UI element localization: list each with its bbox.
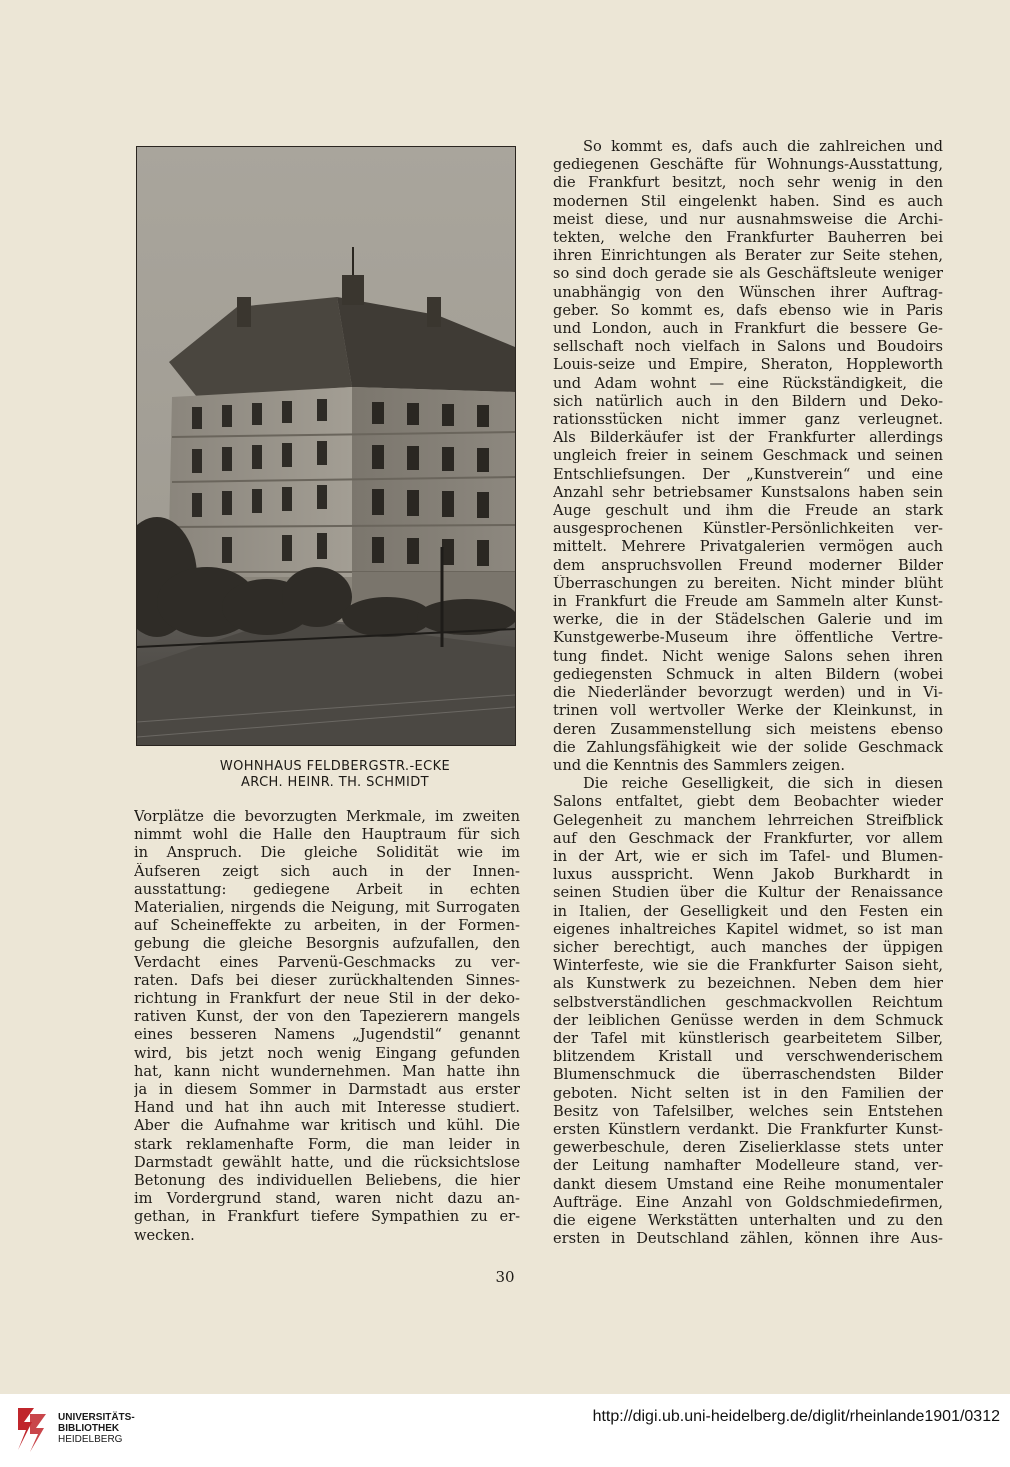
- text-line: werke, die in der Städelschen Galerie und im: [553, 611, 943, 629]
- text-line: gediegensten Schmuck in alten Bildern (wobei: [553, 665, 943, 683]
- text-line: Louis-seize und Empire, Sheraton, Hoppleworth: [553, 356, 943, 374]
- text-line: meist diese, und nur ausnahmsweise die Archi-: [553, 210, 943, 228]
- text-line: Winterfeste, wie sie die Frankfurter Saison sieht,: [553, 957, 943, 975]
- text-line: raten. Dafs bei dieser zurückhaltenden Sinnes-: [134, 971, 520, 989]
- text-line: modernen Stil eingelenkt haben. Sind es auch: [553, 192, 943, 210]
- building-photograph-drawing: [137, 147, 515, 745]
- text-line: luxus ausspricht. Wenn Jakob Burkhardt in: [553, 866, 943, 884]
- text-line: richtung in Frankfurt der neue Stil in der deko-: [134, 990, 520, 1008]
- figure-caption: [150, 759, 520, 791]
- text-line: mittelt. Mehrere Privatgalerien vermögen auch: [553, 538, 943, 556]
- ub-heidelberg-logo-icon[interactable]: [12, 1404, 52, 1454]
- text-line: stark reklamenhafte Form, die man leider in: [134, 1135, 520, 1153]
- text-line: geboten. Nicht selten ist in den Familien der: [553, 1084, 943, 1102]
- left-text-column: [134, 808, 520, 1245]
- library-name-line: BIBLIOTHEK: [58, 1423, 120, 1434]
- text-line: sich natürlich auch in den Bildern und Deko-: [553, 392, 943, 410]
- text-line: gebung die gleiche Besorgnis aufzufallen, den: [134, 935, 520, 953]
- building-photograph: [136, 146, 516, 746]
- text-line: Materialien, nirgends die Neigung, mit Surrogaten: [134, 899, 520, 917]
- text-line: tekten, welche den Frankfurter Bauherren bei: [553, 229, 943, 247]
- text-line: Anzahl sehr betriebsamer Kunstsalons haben sein: [553, 483, 943, 501]
- text-line: gethan, in Frankfurt tiefere Sympathien zu er-: [134, 1208, 520, 1226]
- text-line: Die reiche Geselligkeit, die sich in diesen: [583, 775, 943, 793]
- text-line: der Leitung namhafter Modelleure stand, ver-: [553, 1157, 943, 1175]
- source-url-link[interactable]: http://digi.ub.uni-heidelberg.de/diglit/rheinlande1901/0312: [592, 1408, 1000, 1425]
- text-line: ersten in Deutschland zählen, können ihre Aus-: [553, 1230, 943, 1248]
- text-line: eigenes inhaltreiches Kapitel widmet, so ist man: [553, 920, 943, 938]
- text-line: ja in diesem Sommer in Darmstadt aus erster: [134, 1081, 520, 1099]
- footer-bar: [0, 1394, 1010, 1467]
- text-line: und Adam wohnt — eine Rückständigkeit, die: [553, 374, 943, 392]
- text-line: seinen Studien über die Kultur der Renaissance: [553, 884, 943, 902]
- text-line: in Frankfurt die Freude am Sammeln alter Kunst-: [553, 593, 943, 611]
- text-line: der Tafel mit künstlerisch gearbeitetem Silber,: [553, 1029, 943, 1047]
- text-line: tung findet. Nicht wenige Salons sehen ihren: [553, 647, 943, 665]
- text-line: in der Art, wie er sich im Tafel- und Blumen-: [553, 847, 943, 865]
- text-line: selbstverständlichen geschmackvollen Reichtum: [553, 993, 943, 1011]
- text-line: die Niederländer bevorzugt werden) und in Vi-: [553, 684, 943, 702]
- text-line: unabhängig von den Wünschen ihrer Auftrag-: [553, 283, 943, 301]
- text-line: auf Scheineffekte zu arbeiten, in der Formen-: [134, 917, 520, 935]
- text-line: hat, kann nicht wundernehmen. Man hatte ihn: [134, 1062, 520, 1080]
- text-line: Aber die Aufnahme war kritisch und kühl. Die: [134, 1117, 520, 1135]
- text-line: Überraschungen zu bereiten. Nicht minder blüht: [553, 574, 943, 592]
- text-line: Gelegenheit zu manchem lehrreichen Streifblick: [553, 811, 943, 829]
- text-line: rativen Kunst, der von den Tapezierern mangels: [134, 1008, 520, 1026]
- right-text-column: [553, 138, 943, 1248]
- text-line: rationsstücken nicht immer ganz verleugnet.: [553, 411, 943, 429]
- text-line: blitzendem Kristall und verschwenderischem: [553, 1048, 943, 1066]
- text-line: Äufseren zeigt sich auch in der Innen-: [134, 862, 520, 880]
- page-number: 30: [495, 1268, 515, 1286]
- text-line: sellschaft noch vielfach in Salons und Boudoirs: [553, 338, 943, 356]
- text-line: Blumenschmuck die überraschendsten Bilder: [553, 1066, 943, 1084]
- library-name: [58, 1412, 135, 1445]
- text-line: ersten Künstlern verdankt. Die Frankfurter Kunst-: [553, 1120, 943, 1138]
- text-line: gediegenen Geschäfte für Wohnungs-Ausstattung,: [553, 156, 943, 174]
- text-line: in Italien, der Geselligkeit und den Festen ein: [553, 902, 943, 920]
- text-line: ausstattung: gediegene Arbeit in echten: [134, 880, 520, 898]
- text-line: Salons entfaltet, giebt dem Beobachter wieder: [553, 793, 943, 811]
- text-line: als Kunstwerk zu bezeichnen. Neben dem hier: [553, 975, 943, 993]
- text-line: Auge geschult und ihm die Freude an stark: [553, 502, 943, 520]
- text-line: die Frankfurt besitzt, noch sehr wenig in den: [553, 174, 943, 192]
- text-line: wird, bis jetzt noch wenig Eingang gefunden: [134, 1044, 520, 1062]
- text-line: ungleich freier in seinem Geschmack und seinen: [553, 447, 943, 465]
- text-line: in Anspruch. Die gleiche Solidität wie im: [134, 844, 520, 862]
- text-line: auf den Geschmack der Frankfurter, vor allem: [553, 829, 943, 847]
- text-line: die Zahlungsfähigkeit wie der solide Geschmack: [553, 738, 943, 756]
- text-line: Besitz von Tafelsilber, welches sein Entstehen: [553, 1102, 943, 1120]
- text-line: sicher berechtigt, auch manches der üppigen: [553, 938, 943, 956]
- text-line: ihren Einrichtungen als Berater zur Seite stehen,: [553, 247, 943, 265]
- caption-line: ARCH. HEINR. TH. SCHMIDT: [240, 775, 429, 790]
- text-line: nimmt wohl die Halle den Hauptraum für sich: [134, 826, 520, 844]
- text-line: eines besseren Namens „Jugendstil“ genannt: [134, 1026, 520, 1044]
- text-line: Als Bilderkäufer ist der Frankfurter allerdings: [553, 429, 943, 447]
- text-line: Kunstgewerbe-Museum ihre öffentliche Vertre-: [553, 629, 943, 647]
- text-line: trinen voll wertvoller Werke der Kleinkunst, in: [553, 702, 943, 720]
- text-line: gewerbeschule, deren Ziselierklasse stets unter: [553, 1139, 943, 1157]
- text-line: im Vordergrund stand, waren nicht dazu an-: [134, 1190, 520, 1208]
- text-line: und die Kenntnis des Sammlers zeigen.: [553, 756, 845, 774]
- text-line: Vorplätze die bevorzugten Merkmale, im zweiten: [134, 808, 520, 825]
- text-line: der leiblichen Genüsse werden in dem Schmuck: [553, 1011, 943, 1029]
- library-name-line: UNIVERSITÄTS-: [58, 1412, 135, 1423]
- text-line: und London, auch in Frankfurt die bessere Ge-: [553, 320, 943, 338]
- text-line: Darmstadt gewählt hatte, und die rücksichtslose: [134, 1153, 520, 1171]
- text-line: Entschliefsungen. Der „Kunstverein“ und eine: [553, 465, 943, 483]
- text-line: wecken.: [134, 1226, 195, 1244]
- text-line: ausgesprochenen Künstler-Persönlichkeiten ver-: [553, 520, 943, 538]
- library-name-line: HEIDELBERG: [58, 1434, 123, 1445]
- text-line: deren Zusammenstellung sich meistens ebenso: [553, 720, 943, 738]
- text-line: die eigene Werkstätten unterhalten und zu den: [553, 1211, 943, 1229]
- text-line: Hand und hat ihn auch mit Interesse studiert.: [134, 1099, 520, 1117]
- text-line: Betonung des individuellen Beliebens, die hier: [134, 1172, 520, 1190]
- text-line: So kommt es, dafs auch die zahlreichen und: [583, 138, 943, 155]
- caption-line: WOHNHAUS FELDBERGSTR.-ECKE: [219, 759, 451, 774]
- text-line: Aufträge. Eine Anzahl von Goldschmiedefirmen,: [553, 1193, 943, 1211]
- text-line: so sind doch gerade sie als Geschäftsleute weniger: [553, 265, 943, 283]
- text-line: dankt diesem Umstand eine Reihe monumentaler: [553, 1175, 943, 1193]
- text-line: dem anspruchsvollen Freund moderner Bilder: [553, 556, 943, 574]
- text-line: Verdacht eines Parvenü-Geschmacks zu ver-: [134, 953, 520, 971]
- text-line: geber. So kommt es, dafs ebenso wie in Paris: [553, 301, 943, 319]
